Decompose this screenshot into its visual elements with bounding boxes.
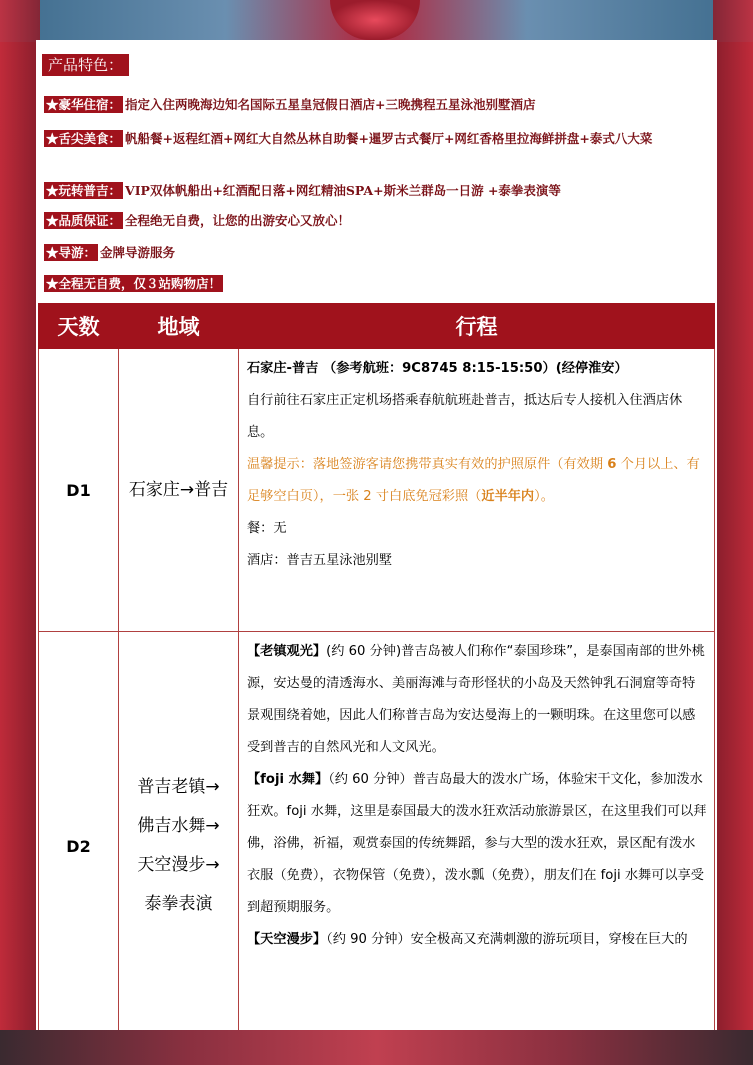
bottom-border-decoration bbox=[0, 1030, 753, 1065]
feature-text: 全程绝无自费，让您的出游安心又放心！ bbox=[125, 213, 351, 228]
place-cell: 石家庄→普吉 bbox=[119, 349, 239, 632]
detail-cell bbox=[239, 632, 715, 1031]
place-line: 天空漫步→ bbox=[137, 855, 220, 875]
section-sky-walk: 【天空漫步】（约 90 分钟）安全极高又充满刺激的游玩项目，穿梭在巨大的 bbox=[247, 932, 688, 947]
header-itinerary: 行程 bbox=[239, 304, 715, 349]
feature-tag: ★玩转普吉： bbox=[46, 183, 122, 198]
day-description: 自行前往石家庄正定机场搭乘春航航班赴普吉，抵达后专人接机入住酒店休息。 bbox=[247, 393, 683, 440]
place-line: 泰拳表演 bbox=[144, 894, 213, 914]
place-cell bbox=[119, 632, 239, 1031]
flight-info: 石家庄-普吉 （参考航班：9C8745 8:15-15:50）(经停淮安） bbox=[247, 361, 628, 376]
detail-cell bbox=[239, 349, 715, 632]
feature-tag: ★品质保证： bbox=[46, 213, 122, 228]
itinerary-table bbox=[38, 303, 715, 1030]
feature-no-extra-cost bbox=[44, 275, 709, 293]
travel-tip: 温馨提示：落地签游客请您携带真实有效的护照原件（有效期 6 个月以上、有足够空白页），一张 2 寸白底免冠彩照（近半年内）。 bbox=[247, 457, 700, 504]
document-page bbox=[36, 40, 717, 1030]
feature-tag: ★豪华住宿： bbox=[46, 97, 122, 112]
feature-tag: ★全程无自费，仅３站购物店！ bbox=[46, 276, 222, 291]
header-place: 地域 bbox=[119, 304, 239, 349]
features-title: 产品特色： bbox=[42, 54, 129, 76]
feature-text: VIP双体帆船出+红酒配日落+网红精油SPA+斯米兰群岛一日游 +泰拳表演等 bbox=[125, 183, 561, 198]
feature-tag: ★舌尖美食： bbox=[46, 131, 122, 146]
feature-text: 金牌导游服务 bbox=[100, 245, 176, 260]
feature-activities bbox=[44, 182, 709, 200]
feature-luxury-stay bbox=[44, 96, 709, 114]
feature-food bbox=[44, 130, 709, 148]
feature-guide bbox=[44, 244, 709, 262]
table-row bbox=[39, 349, 715, 632]
feature-text: 帆船餐+返程红酒+网红大自然丛林自助餐+暹罗古式餐厅+网红香格里拉海鲜拼盘+泰式八大菜 bbox=[125, 131, 653, 146]
place-line: 佛吉水舞→ bbox=[137, 816, 220, 836]
feature-quality bbox=[44, 212, 709, 230]
section-foji-water-dance: 【foji 水舞】（约 60 分钟）普吉岛最大的泼水广场，体验宋干文化，参加泼水狂欢。foji 水舞，这里是泰国最大的泼水狂欢活动旅游景区，在这里我们可以拜佛，浴佛，祈福，观赏泰国的传统舞蹈，参与大型的泼水狂欢，景区配有泼水衣服（免费），衣物保管（免费），泼水瓢（免费），朋友们在 foji 水舞可以享受到超预期服务。 bbox=[247, 772, 707, 915]
feature-tag: ★导游： bbox=[46, 245, 97, 260]
left-border-decoration bbox=[0, 0, 40, 1065]
header-day: 天数 bbox=[39, 304, 119, 349]
day-cell: D1 bbox=[39, 349, 119, 632]
table-row bbox=[39, 632, 715, 1031]
table-header-row bbox=[39, 304, 715, 349]
section-old-town: 【老镇观光】(约 60 分钟)普吉岛被人们称作“泰国珍珠”，是泰国南部的世外桃源，安达曼的清透海水、美丽海滩与奇形怪状的小岛及天然钟乳石洞窟等奇特景观围绕着她，因此人们称普吉岛为安达曼海上的一颗明珠。在这里您可以感受到普吉的自然风光和人文风光。 bbox=[247, 644, 705, 755]
meal-info: 餐：无 bbox=[247, 521, 287, 536]
feature-text: 指定入住两晚海边知名国际五星皇冠假日酒店+三晚携程五星泳池别墅酒店 bbox=[125, 97, 536, 112]
hotel-info: 酒店：普吉五星泳池别墅 bbox=[247, 553, 393, 568]
right-border-decoration bbox=[713, 0, 753, 1065]
place-line: 普吉老镇→ bbox=[137, 777, 220, 797]
day-cell: D2 bbox=[39, 632, 119, 1031]
